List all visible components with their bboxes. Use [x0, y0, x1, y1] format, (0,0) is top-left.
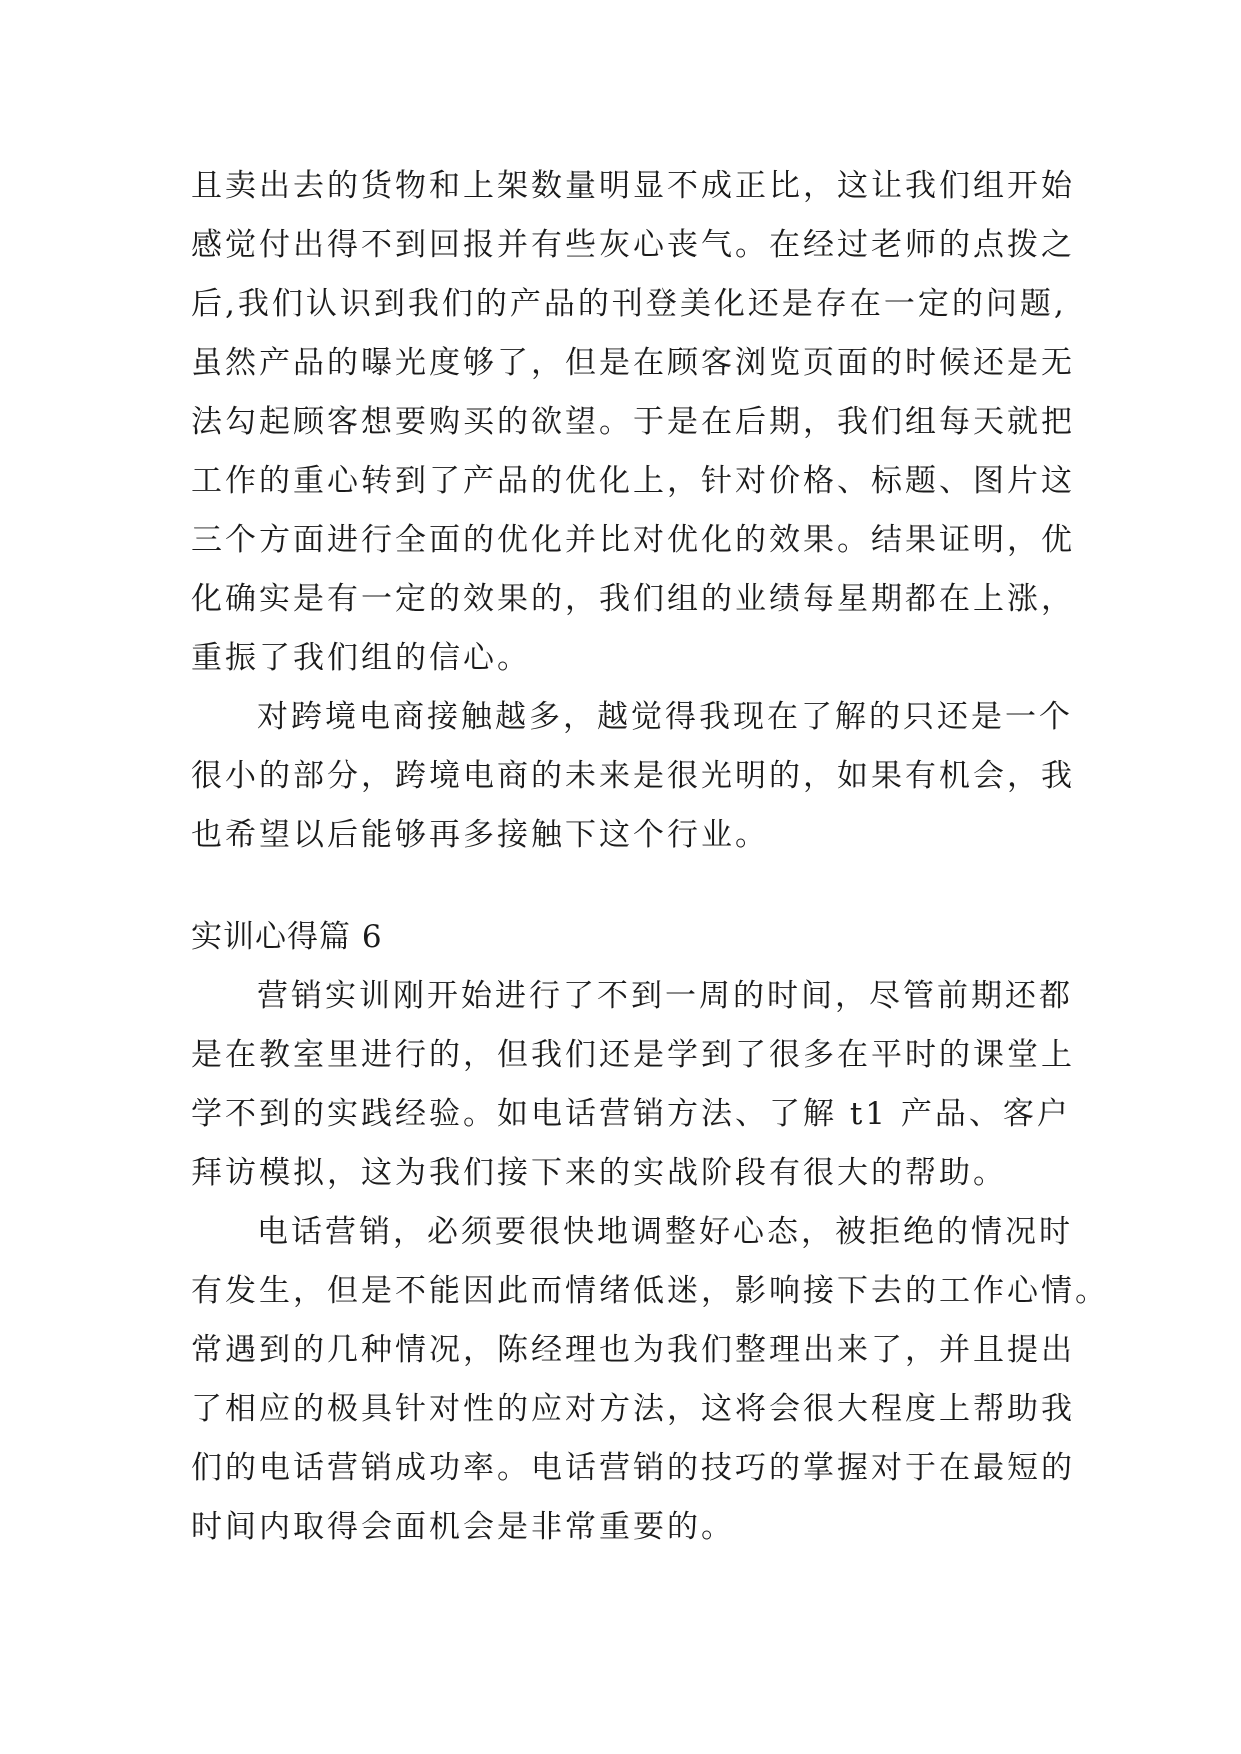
text-line: 工作的重心转到了产品的优化上，针对价格、标题、图片这 — [191, 463, 1075, 499]
text-line: 后,我们认识到我们的产品的刊登美化还是存在一定的问题, — [191, 286, 1067, 322]
text-line: 法勾起顾客想要购买的欲望。于是在后期，我们组每天就把 — [191, 404, 1075, 440]
text-line: 们的电话营销成功率。电话营销的技巧的掌握对于在最短的 — [191, 1450, 1075, 1486]
text-line: 常遇到的几种情况，陈经理也为我们整理出来了，并且提出 — [191, 1332, 1075, 1368]
text-line: 营销实训刚开始进行了不到一周的时间，尽管前期还都 — [257, 978, 1073, 1014]
text-line: 重振了我们组的信心。 — [191, 640, 531, 676]
text-line: 化确实是有一定的效果的，我们组的业绩每星期都在上涨， — [191, 581, 1075, 617]
text-line: 时间内取得会面机会是非常重要的。 — [191, 1509, 735, 1545]
section-heading: 实训心得篇 6 — [191, 919, 383, 955]
text-line: 三个方面进行全面的优化并比对优化的效果。结果证明，优 — [191, 522, 1075, 558]
text-line: 感觉付出得不到回报并有些灰心丧气。在经过老师的点拨之 — [191, 227, 1075, 263]
text-line: 是在教室里进行的，但我们还是学到了很多在平时的课堂上 — [191, 1037, 1075, 1073]
text-line: 虽然产品的曝光度够了，但是在顾客浏览页面的时候还是无 — [191, 345, 1075, 381]
text-line: 了相应的极具针对性的应对方法，这将会很大程度上帮助我 — [191, 1391, 1075, 1427]
text-line: 对跨境电商接触越多，越觉得我现在了解的只还是一个 — [257, 699, 1073, 735]
text-line: 电话营销，必须要很快地调整好心态，被拒绝的情况时 — [257, 1214, 1073, 1250]
text-line: 拜访模拟，这为我们接下来的实战阶段有很大的帮助。 — [191, 1155, 1007, 1191]
text-line: 学不到的实践经验。如电话营销方法、了解 t1 产品、客户 — [191, 1096, 1071, 1132]
text-line: 且卖出去的货物和上架数量明显不成正比，这让我们组开始 — [191, 168, 1075, 204]
text-line: 也希望以后能够再多接触下这个行业。 — [191, 817, 769, 853]
text-line: 有发生，但是不能因此而情绪低迷，影响接下去的工作心情。 — [191, 1273, 1109, 1309]
text-line: 很小的部分，跨境电商的未来是很光明的，如果有机会，我 — [191, 758, 1075, 794]
